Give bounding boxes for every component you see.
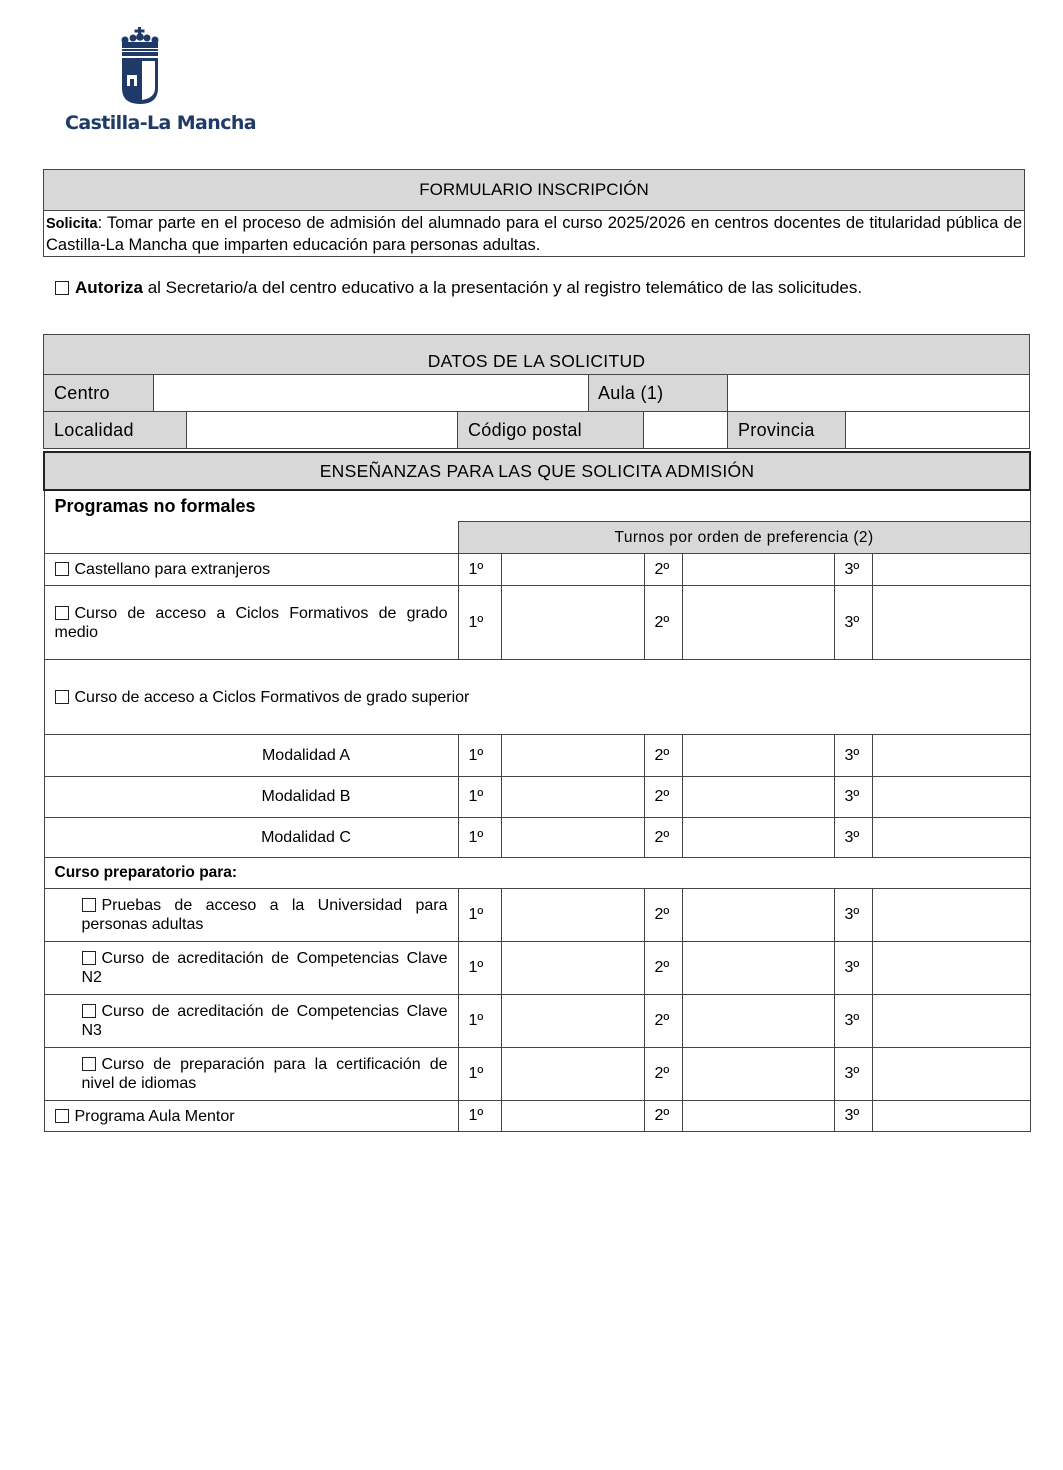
datos-title: DATOS DE LA SOLICITUD — [44, 335, 1030, 375]
coat-of-arms-icon — [118, 26, 162, 106]
table-row — [44, 554, 1030, 586]
turno-1-field[interactable] — [501, 586, 644, 660]
order-label: 1º — [458, 1101, 501, 1132]
turno-2-field[interactable] — [682, 735, 834, 777]
program-label: Pruebas de acceso a la Universidad para personas adultas — [81, 897, 448, 933]
ensenanzas-title: ENSEÑANZAS PARA LAS QUE SOLICITA ADMISIÓN — [44, 452, 1030, 490]
order-label: 1º — [458, 942, 501, 995]
program-acceso-superior — [44, 660, 1030, 735]
provincia-label: Provincia — [728, 412, 846, 449]
turno-1-field[interactable] — [501, 1101, 644, 1132]
table-row — [44, 1048, 1030, 1101]
order-label: 2º — [644, 995, 682, 1048]
turno-3-field[interactable] — [872, 995, 1030, 1048]
ensenanzas-table — [43, 451, 1031, 1132]
table-row — [44, 735, 1030, 777]
autoriza-statement — [55, 278, 862, 298]
order-label: 2º — [644, 586, 682, 660]
turno-3-field[interactable] — [872, 818, 1030, 858]
turno-3-field[interactable] — [872, 1101, 1030, 1132]
turno-1-field[interactable] — [501, 735, 644, 777]
centro-field[interactable] — [154, 375, 589, 412]
order-label: 3º — [834, 1101, 872, 1132]
codigo-postal-field[interactable] — [644, 412, 728, 449]
turno-2-field[interactable] — [682, 995, 834, 1048]
order-label: 1º — [458, 818, 501, 858]
order-label: 1º — [458, 995, 501, 1048]
order-label: 3º — [834, 818, 872, 858]
autoriza-checkbox[interactable] — [55, 281, 69, 295]
table-row — [44, 889, 1030, 942]
datos-solicitud-table — [43, 334, 1030, 449]
table-row — [44, 660, 1030, 735]
autoriza-label: Autoriza — [75, 278, 143, 297]
turno-1-field[interactable] — [501, 554, 644, 586]
turno-1-field[interactable] — [501, 889, 644, 942]
table-row — [44, 818, 1030, 858]
modalidad-a-label: Modalidad A — [44, 735, 458, 777]
program-aula-mentor — [44, 1101, 458, 1132]
table-row — [44, 995, 1030, 1048]
checkbox[interactable] — [82, 1004, 96, 1018]
program-competencias-n2 — [44, 942, 458, 995]
table-row — [44, 586, 1030, 660]
program-label: Programa Aula Mentor — [74, 1107, 235, 1125]
form-title: FORMULARIO INSCRIPCIÓN — [44, 170, 1025, 211]
table-row — [44, 1101, 1030, 1132]
program-competencias-n3 — [44, 995, 458, 1048]
turno-3-field[interactable] — [872, 1048, 1030, 1101]
table-row — [44, 942, 1030, 995]
provincia-field[interactable] — [846, 412, 1030, 449]
order-label: 3º — [834, 586, 872, 660]
checkbox[interactable] — [82, 898, 96, 912]
turno-1-field[interactable] — [501, 818, 644, 858]
codigo-postal-label: Código postal — [458, 412, 644, 449]
order-label: 2º — [644, 1101, 682, 1132]
modalidad-b-label: Modalidad B — [44, 777, 458, 818]
turno-3-field[interactable] — [872, 586, 1030, 660]
turno-1-field[interactable] — [501, 777, 644, 818]
order-label: 2º — [644, 1048, 682, 1101]
order-label: 2º — [644, 818, 682, 858]
form-header-table — [43, 169, 1025, 257]
order-label: 3º — [834, 995, 872, 1048]
program-castellano — [44, 554, 458, 586]
turno-1-field[interactable] — [501, 1048, 644, 1101]
program-pruebas-universidad — [44, 889, 458, 942]
solicita-statement — [44, 211, 1025, 257]
turnos-spacer — [44, 522, 458, 554]
order-label: 3º — [834, 777, 872, 818]
order-label: 2º — [644, 889, 682, 942]
turno-2-field[interactable] — [682, 586, 834, 660]
program-label: Curso de acreditación de Competencias Clave N2 — [81, 950, 448, 986]
turnos-header: Turnos por orden de preferencia (2) — [458, 522, 1030, 554]
program-label: Curso de acceso a Ciclos Formativos de grado medio — [54, 604, 448, 641]
order-label: 2º — [644, 554, 682, 586]
turno-1-field[interactable] — [501, 942, 644, 995]
solicita-text: : Tomar parte en el proceso de admisión del alumnado para el curso 2025/2026 en centros docentes de titularidad pública de Castilla-La Mancha que imparten educación para personas adultas. — [46, 213, 1022, 254]
turno-3-field[interactable] — [872, 777, 1030, 818]
order-label: 2º — [644, 942, 682, 995]
order-label: 1º — [458, 586, 501, 660]
aula-field[interactable] — [728, 375, 1030, 412]
checkbox[interactable] — [55, 606, 69, 620]
checkbox[interactable] — [55, 1109, 69, 1123]
order-label: 3º — [834, 735, 872, 777]
program-label: Curso de preparación para la certificación de nivel de idiomas — [81, 1056, 448, 1092]
solicita-label: Solicita — [46, 215, 98, 232]
checkbox[interactable] — [55, 690, 69, 704]
program-label: Castellano para extranjeros — [74, 561, 271, 578]
aula-label: Aula (1) — [589, 375, 728, 412]
order-label: 1º — [458, 777, 501, 818]
programas-no-formales-heading: Programas no formales — [44, 490, 1030, 522]
order-label: 1º — [458, 554, 501, 586]
castilla-la-mancha-logo — [62, 26, 257, 138]
turno-1-field[interactable] — [501, 995, 644, 1048]
order-label: 2º — [644, 777, 682, 818]
turno-2-field[interactable] — [682, 777, 834, 818]
turno-2-field[interactable] — [682, 1101, 834, 1132]
checkbox[interactable] — [82, 1057, 96, 1071]
turno-2-field[interactable] — [682, 889, 834, 942]
turno-3-field[interactable] — [872, 889, 1030, 942]
program-acceso-medio — [44, 586, 458, 660]
localidad-field[interactable] — [187, 412, 458, 449]
order-label: 1º — [458, 735, 501, 777]
order-label: 3º — [834, 554, 872, 586]
turno-2-field[interactable] — [682, 554, 834, 586]
program-label: Curso de acreditación de Competencias Clave N3 — [81, 1003, 448, 1039]
order-label: 3º — [834, 1048, 872, 1101]
centro-label: Centro — [44, 375, 154, 412]
curso-preparatorio-heading: Curso preparatorio para: — [44, 858, 1030, 889]
order-label: 2º — [644, 735, 682, 777]
checkbox[interactable] — [55, 562, 69, 576]
turno-2-field[interactable] — [682, 1048, 834, 1101]
order-label: 3º — [834, 942, 872, 995]
program-label: Curso de acceso a Ciclos Formativos de grado superior — [74, 688, 470, 706]
turno-3-field[interactable] — [872, 554, 1030, 586]
logo-text: Castilla-La Mancha — [65, 112, 257, 134]
localidad-label: Localidad — [44, 412, 187, 449]
program-certificacion-idiomas — [44, 1048, 458, 1101]
turno-3-field[interactable] — [872, 735, 1030, 777]
turno-3-field[interactable] — [872, 942, 1030, 995]
turno-2-field[interactable] — [682, 942, 834, 995]
order-label: 1º — [458, 889, 501, 942]
modalidad-c-label: Modalidad C — [44, 818, 458, 858]
order-label: 3º — [834, 889, 872, 942]
autoriza-text: al Secretario/a del centro educativo a la presentación y al registro telemático de las solicitudes. — [143, 278, 863, 297]
table-row — [44, 777, 1030, 818]
order-label: 1º — [458, 1048, 501, 1101]
turno-2-field[interactable] — [682, 818, 834, 858]
checkbox[interactable] — [82, 951, 96, 965]
